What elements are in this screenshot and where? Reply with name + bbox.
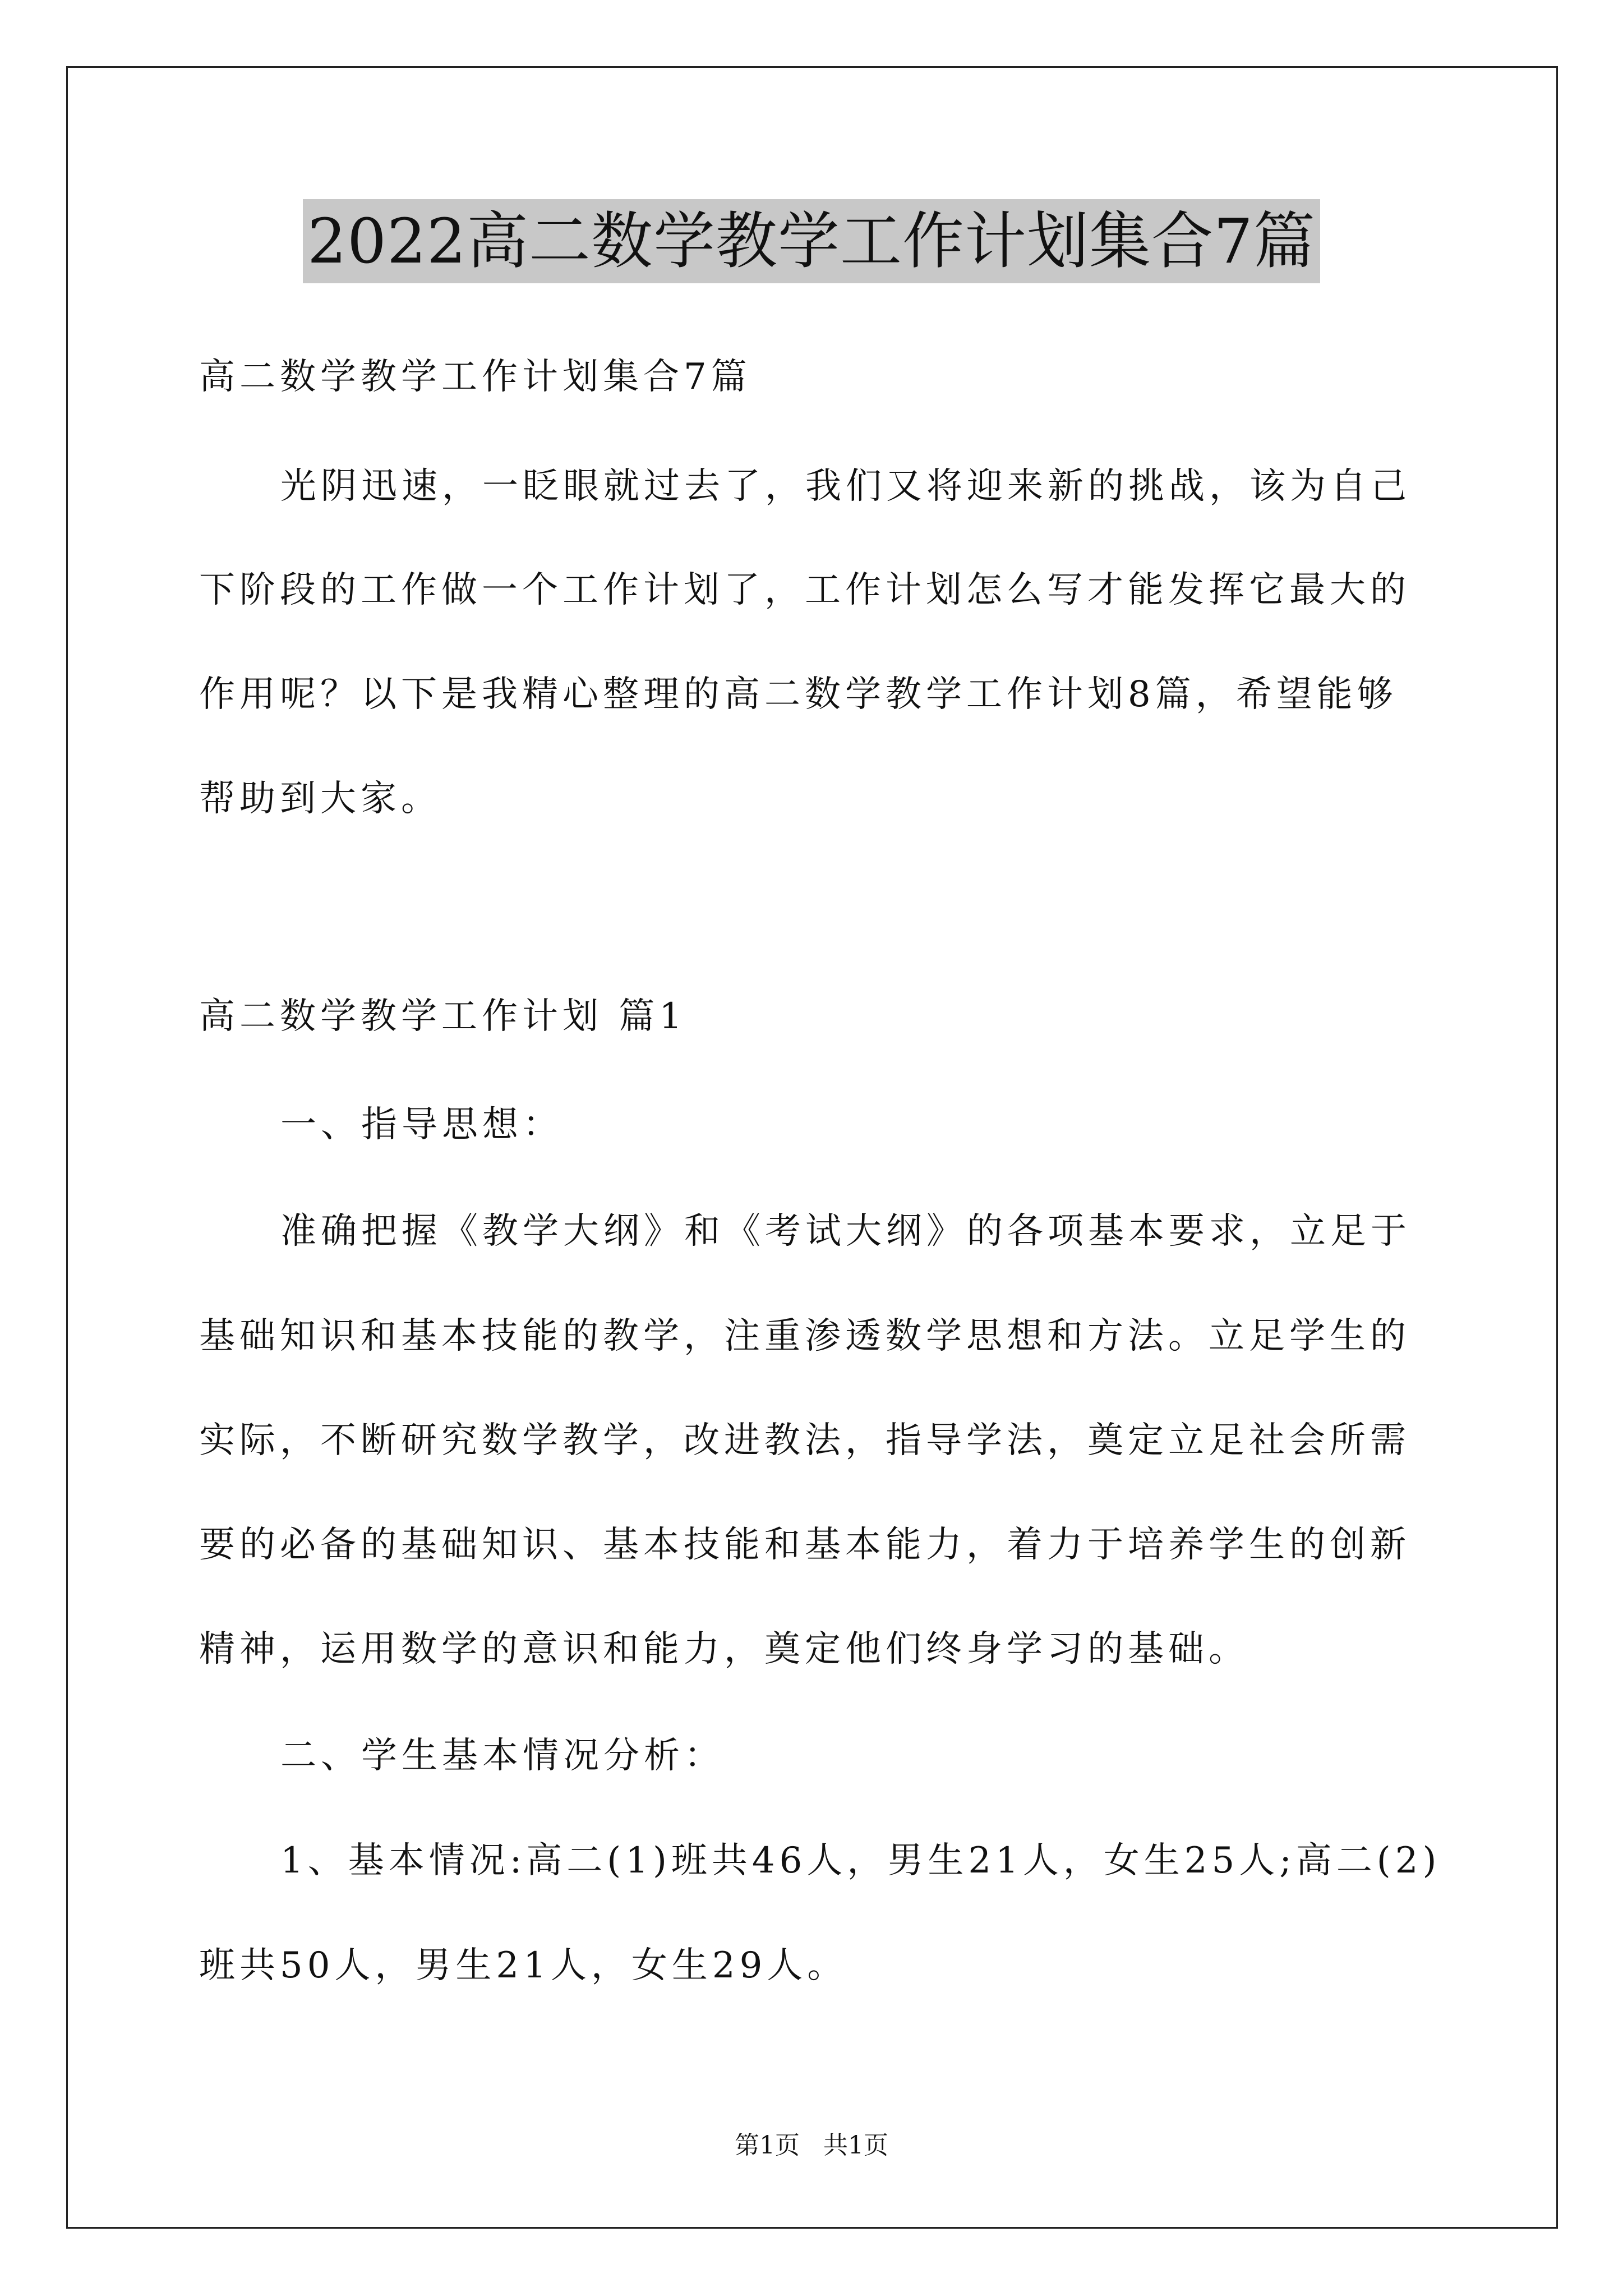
document-subtitle: 高二数学教学工作计划集合7篇 bbox=[199, 356, 751, 398]
para-2-line-1: 1、基本情况:高二(1)班共46人，男生21人，女生25人;高二(2) bbox=[280, 1840, 1441, 1881]
title-container bbox=[0, 199, 1623, 283]
intro-line-4: 帮助到大家。 bbox=[199, 778, 441, 820]
intro-line-3: 作用呢？以下是我精心整理的高二数学教学工作计划8篇，希望能够 bbox=[199, 674, 1398, 715]
heading-student-analysis: 二、学生基本情况分析： bbox=[280, 1735, 725, 1777]
para-1-line-2: 基础知识和基本技能的教学，注重渗透数学思想和方法。立足学生的 bbox=[199, 1315, 1410, 1357]
document-title: 2022高二数学教学工作计划集合7篇 bbox=[303, 199, 1320, 283]
para-1-line-5: 精神，运用数学的意识和能力，奠定他们终身学习的基础。 bbox=[199, 1628, 1249, 1670]
page-footer: 第1页 共1页 bbox=[735, 2131, 888, 2160]
para-1-line-4: 要的必备的基础知识、基本技能和基本能力，着力于培养学生的创新 bbox=[199, 1524, 1410, 1566]
section-title: 高二数学教学工作计划 篇1 bbox=[199, 996, 687, 1037]
intro-line-2: 下阶段的工作做一个工作计划了，工作计划怎么写才能发挥它最大的 bbox=[199, 569, 1410, 611]
para-1-line-1: 准确把握《教学大纲》和《考试大纲》的各项基本要求，立足于 bbox=[280, 1211, 1411, 1252]
intro-line-1: 光阴迅速，一眨眼就过去了，我们又将迎来新的挑战，该为自己 bbox=[280, 466, 1411, 507]
para-2-line-2: 班共50人，男生21人，女生29人。 bbox=[199, 1945, 848, 1986]
para-1-line-3: 实际，不断研究数学教学，改进教法，指导学法，奠定立足社会所需 bbox=[199, 1420, 1410, 1461]
heading-guiding-thought: 一、指导思想： bbox=[280, 1104, 563, 1145]
